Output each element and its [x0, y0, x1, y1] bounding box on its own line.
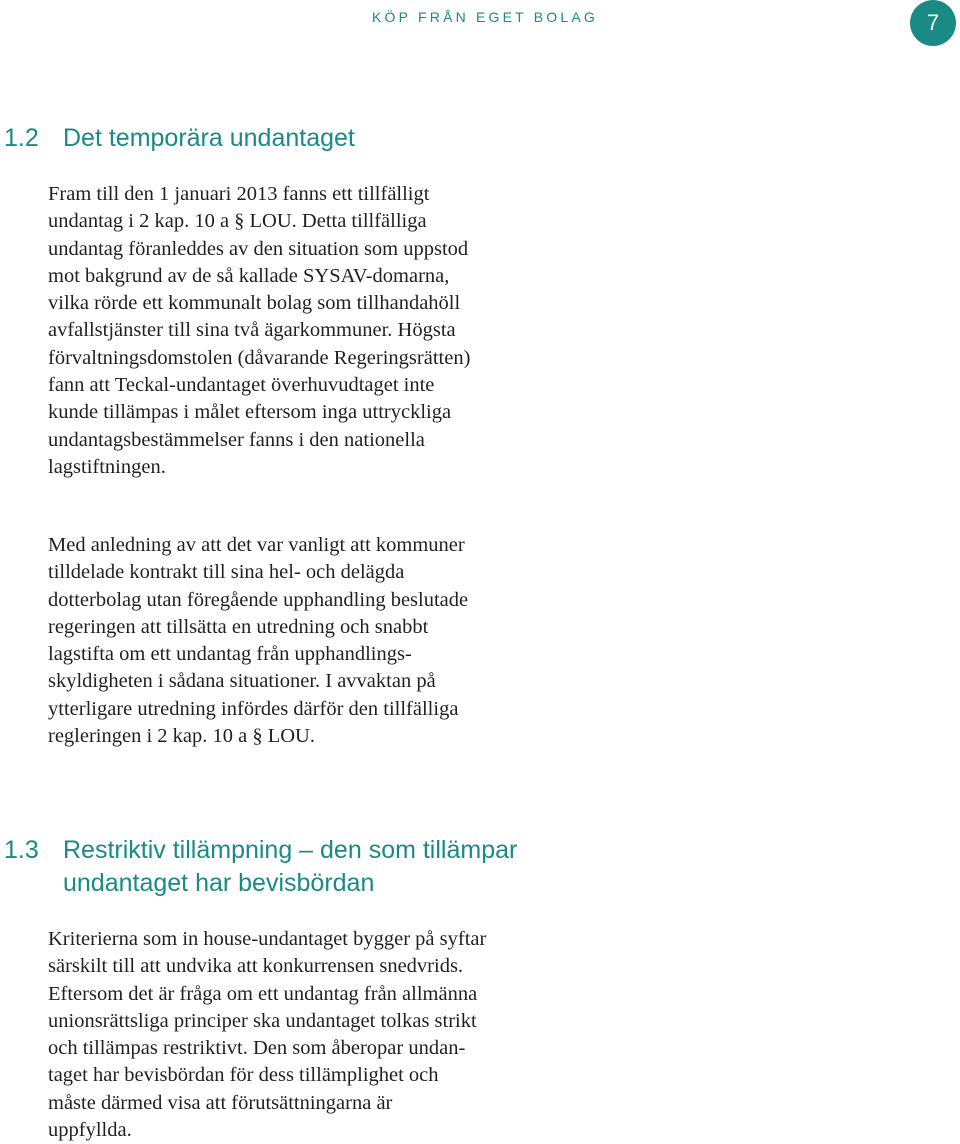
- text-line: Eftersom det är fråga om ett undantag från allmänna: [48, 982, 478, 1005]
- section-title-line: Restriktiv tillämpning – den som tillämpar: [63, 836, 518, 864]
- page-number-badge: 7: [910, 0, 956, 46]
- text-line: undantagsbestämmelser fanns i den nationella: [48, 428, 425, 451]
- text-line: mot bakgrund av de så kallade SYSAV-domarna,: [48, 264, 450, 287]
- text-line: Kriterierna som in house-undantaget bygger på syftar: [48, 928, 487, 950]
- section-title: Det temporära undantaget: [63, 124, 355, 152]
- running-head: KÖP FRÅN EGET BOLAG: [372, 9, 598, 25]
- section-number: 1.3: [4, 836, 39, 864]
- text-line: unionsrättsliga principer ska undantaget tolkas strikt: [48, 1009, 477, 1032]
- text-line: skyldigheten i sådana situationer. I avvaktan på: [48, 670, 436, 693]
- text-line: Fram till den 1 januari 2013 fanns ett tillfälligt: [48, 183, 430, 205]
- section-1-3-paragraph-1: [48, 926, 648, 1144]
- text-line: avfallstjänster till sina två ägarkommuner. Högsta: [48, 319, 456, 342]
- section-1-2-paragraph-2: [48, 532, 648, 750]
- section-1-2-paragraph-1: [48, 181, 648, 481]
- text-line: taget har bevisbördan för dess tillämplighet och: [48, 1064, 439, 1087]
- text-line: uppfyllda.: [48, 1119, 132, 1142]
- text-line: dotterbolag utan föregående upphandling beslutade: [48, 588, 469, 611]
- section-title-line: undantaget har bevisbördan: [63, 869, 375, 897]
- text-line: Med anledning av att det var vanligt att kommuner: [48, 534, 465, 556]
- text-line: vilka rörde ett kommunalt bolag som tillhandahöll: [48, 292, 461, 315]
- text-line: särskilt till att undvika att konkurrensen snedvrids.: [48, 955, 464, 978]
- text-line: regeringen att tillsätta en utredning och snabbt: [48, 615, 429, 638]
- section-heading-1-2: [4, 122, 623, 155]
- text-line: lagstiftningen.: [48, 455, 166, 478]
- text-line: fann att Teckal-undantaget överhuvudtaget inte: [48, 374, 435, 397]
- text-line: undantag i 2 kap. 10 a § LOU. Detta tillfälliga: [48, 210, 427, 233]
- text-line: förvaltningsdomstolen (dåvarande Regeringsrätten): [48, 346, 471, 369]
- text-line: kunde tillämpas i målet eftersom inga uttryckliga: [48, 401, 452, 424]
- text-line: regleringen i 2 kap. 10 a § LOU.: [48, 725, 315, 748]
- section-number: 1.2: [4, 124, 39, 152]
- text-line: och tillämpas restriktivt. Den som åberopar undan-: [48, 1037, 466, 1060]
- text-line: måste därmed visa att förutsättningarna är: [48, 1091, 393, 1114]
- text-line: ytterligare utredning infördes därför den tillfälliga: [48, 697, 459, 720]
- section-heading-1-3: [4, 834, 623, 900]
- text-line: tilldelade kontrakt till sina hel- och delägda: [48, 561, 405, 584]
- text-line: lagstifta om ett undantag från upphandlings-: [48, 643, 412, 666]
- section-title: [63, 834, 623, 900]
- text-line: undantag föranleddes av den situation som uppstod: [48, 237, 469, 260]
